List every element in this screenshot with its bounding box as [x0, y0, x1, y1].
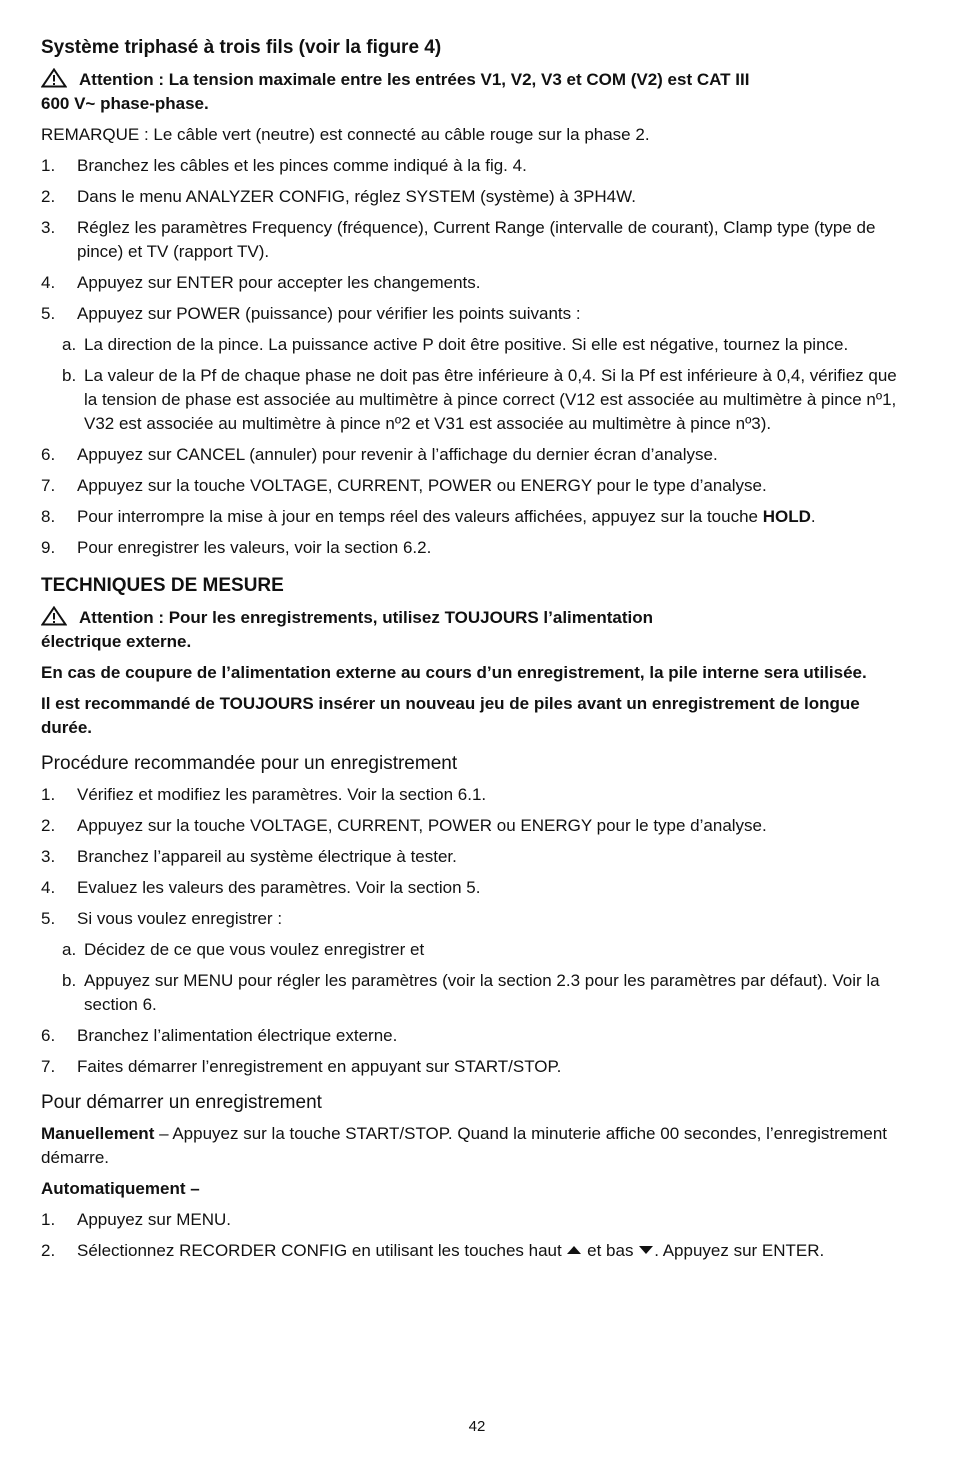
list-number: 2. [41, 816, 56, 835]
list-text: Branchez l’alimentation électrique externe. [77, 1026, 398, 1045]
list-item [41, 814, 911, 838]
list-text: Appuyez sur ENTER pour accepter les changements. [77, 273, 481, 292]
list-text: Pour interrompre la mise à jour en temps réel des valeurs affichées, appuyez sur la touche [77, 507, 763, 526]
list-number: 7. [41, 1057, 56, 1076]
list-number: 6. [41, 445, 56, 464]
list-number: 9. [41, 538, 56, 557]
list-text: Evaluez les valeurs des paramètres. Voir la section 5. [77, 878, 481, 897]
list-item [41, 185, 911, 209]
sub-list-item [41, 938, 911, 962]
list-text: Dans le menu ANALYZER CONFIG, réglez SYSTEM (système) à 3PH4W. [77, 187, 636, 206]
list-number: 4. [41, 878, 56, 897]
list-number: 3. [41, 218, 56, 237]
list-item [41, 876, 911, 900]
manual-label: Manuellement [41, 1124, 155, 1143]
sub-list-text: La valeur de la Pf de chaque phase ne doit pas être inférieure à 0,4. Si la Pf est inférieure à 0,4, vérifiez que la tension de phase est associée au multimètre à pince correct (V12 est associée au multimètre à pince nº1, V32 est associée au multimètre à pince nº2 et V31 est associée au multimètre à pince nº3). [84, 366, 897, 433]
warning-text-1: Attention : La tension maximale entre les entrées V1, V2, V3 et COM (V2) est CAT III [79, 70, 750, 89]
warning-text-2: électrique externe. [41, 632, 192, 651]
sub-list-letter: a. [62, 940, 77, 959]
section-title: Système triphasé à trois fils (voir la figure 4) [41, 37, 442, 58]
list-item [41, 505, 911, 529]
sub-list-text: La direction de la pince. La puissance active P doit être positive. Si elle est négative, tournez la pince. [84, 335, 849, 354]
list-item [41, 783, 911, 807]
sub-list-item [41, 333, 911, 357]
sub-list-letter: a. [62, 335, 77, 354]
list-text: Vérifiez et modifiez les paramètres. Voir la section 6.1. [77, 785, 487, 804]
list-number: 6. [41, 1026, 56, 1045]
warning-paragraph [41, 68, 911, 116]
list-item [41, 443, 911, 467]
list-text: Branchez les câbles et les pinces comme indiqué à la fig. 4. [77, 156, 527, 175]
list-number: 5. [41, 304, 56, 323]
sub-list-item [41, 969, 911, 1017]
list-number: 1. [41, 1210, 56, 1229]
page-number: 42 [468, 1418, 486, 1435]
list-item [41, 1208, 911, 1232]
subsection-heading: Pour démarrer un enregistrement [41, 1092, 322, 1113]
sub-list-text: Appuyez sur MENU pour régler les paramètres (voir la section 2.3 pour les paramètres par défaut). Voir la section 6. [84, 971, 880, 1014]
auto-label: Automatiquement – [41, 1179, 200, 1198]
list-text: Sélectionnez RECORDER CONFIG en utilisant les touches haut [77, 1241, 567, 1260]
manual-text: – Appuyez sur la touche START/STOP. Quand la minuterie affiche 00 secondes, l’enregistrement démarre. [41, 1124, 888, 1167]
list-text: Pour enregistrer les valeurs, voir la section 6.2. [77, 538, 432, 557]
list-text: et bas [582, 1241, 639, 1260]
arrow-down-icon [638, 1245, 654, 1255]
hold-key-label: HOLD [762, 507, 811, 526]
list-number: 2. [41, 187, 56, 206]
warning-triangle-icon [41, 68, 67, 88]
list-text: Réglez les paramètres Frequency (fréquence), Current Range (intervalle de courant), Clamp type (type de pince) et TV (rapport TV). [77, 218, 876, 261]
list-number: 5. [41, 909, 56, 928]
bold-paragraph: En cas de coupure de l’alimentation externe au cours d’un enregistrement, la pile interne sera utilisée. [41, 663, 867, 682]
document-page [41, 36, 911, 1270]
list-text: . Appuyez sur ENTER. [654, 1241, 825, 1260]
list-number: 8. [41, 507, 56, 526]
list-item [41, 216, 911, 264]
list-item [41, 154, 911, 178]
list-number: 3. [41, 847, 56, 866]
warning-text-2: 600 V~ phase-phase. [41, 94, 209, 113]
list-item [41, 907, 911, 931]
list-number: 2. [41, 1241, 56, 1260]
list-item [41, 474, 911, 498]
list-text: Branchez l’appareil au système électrique à tester. [77, 847, 457, 866]
list-number: 7. [41, 476, 56, 495]
subsection-heading: Procédure recommandée pour un enregistrement [41, 753, 458, 774]
list-item [41, 302, 911, 326]
list-item [41, 1024, 911, 1048]
list-item [41, 536, 911, 560]
list-item [41, 1239, 911, 1263]
list-text: Appuyez sur POWER (puissance) pour vérifier les points suivants : [77, 304, 581, 323]
list-text: Si vous voulez enregistrer : [77, 909, 283, 928]
list-item [41, 271, 911, 295]
list-number: 1. [41, 785, 56, 804]
list-text: Appuyez sur la touche VOLTAGE, CURRENT, POWER ou ENERGY pour le type d’analyse. [77, 816, 767, 835]
list-item [41, 845, 911, 869]
list-text: Appuyez sur la touche VOLTAGE, CURRENT, POWER ou ENERGY pour le type d’analyse. [77, 476, 767, 495]
list-item [41, 1055, 911, 1079]
sub-list-letter: b. [62, 366, 77, 385]
list-number: 4. [41, 273, 56, 292]
warning-paragraph [41, 606, 911, 654]
list-text-end: . [810, 507, 816, 526]
section-heading: TECHNIQUES DE MESURE [41, 575, 284, 596]
note-paragraph: REMARQUE : Le câble vert (neutre) est connecté au câble rouge sur la phase 2. [41, 125, 650, 144]
list-text: Faites démarrer l’enregistrement en appuyant sur START/STOP. [77, 1057, 562, 1076]
list-text: Appuyez sur CANCEL (annuler) pour revenir à l’affichage du dernier écran d’analyse. [77, 445, 718, 464]
list-text: Appuyez sur MENU. [77, 1210, 231, 1229]
sub-list-item [41, 364, 911, 436]
warning-text-1: Attention : Pour les enregistrements, utilisez TOUJOURS l’alimentation [79, 608, 654, 627]
manual-paragraph [41, 1122, 911, 1170]
bold-paragraph: Il est recommandé de TOUJOURS insérer un nouveau jeu de piles avant un enregistrement de longue durée. [41, 694, 860, 737]
sub-list-text: Décidez de ce que vous voulez enregistrer et [84, 940, 425, 959]
list-number: 1. [41, 156, 56, 175]
arrow-up-icon [566, 1245, 582, 1255]
warning-triangle-icon [41, 606, 67, 626]
sub-list-letter: b. [62, 971, 77, 990]
